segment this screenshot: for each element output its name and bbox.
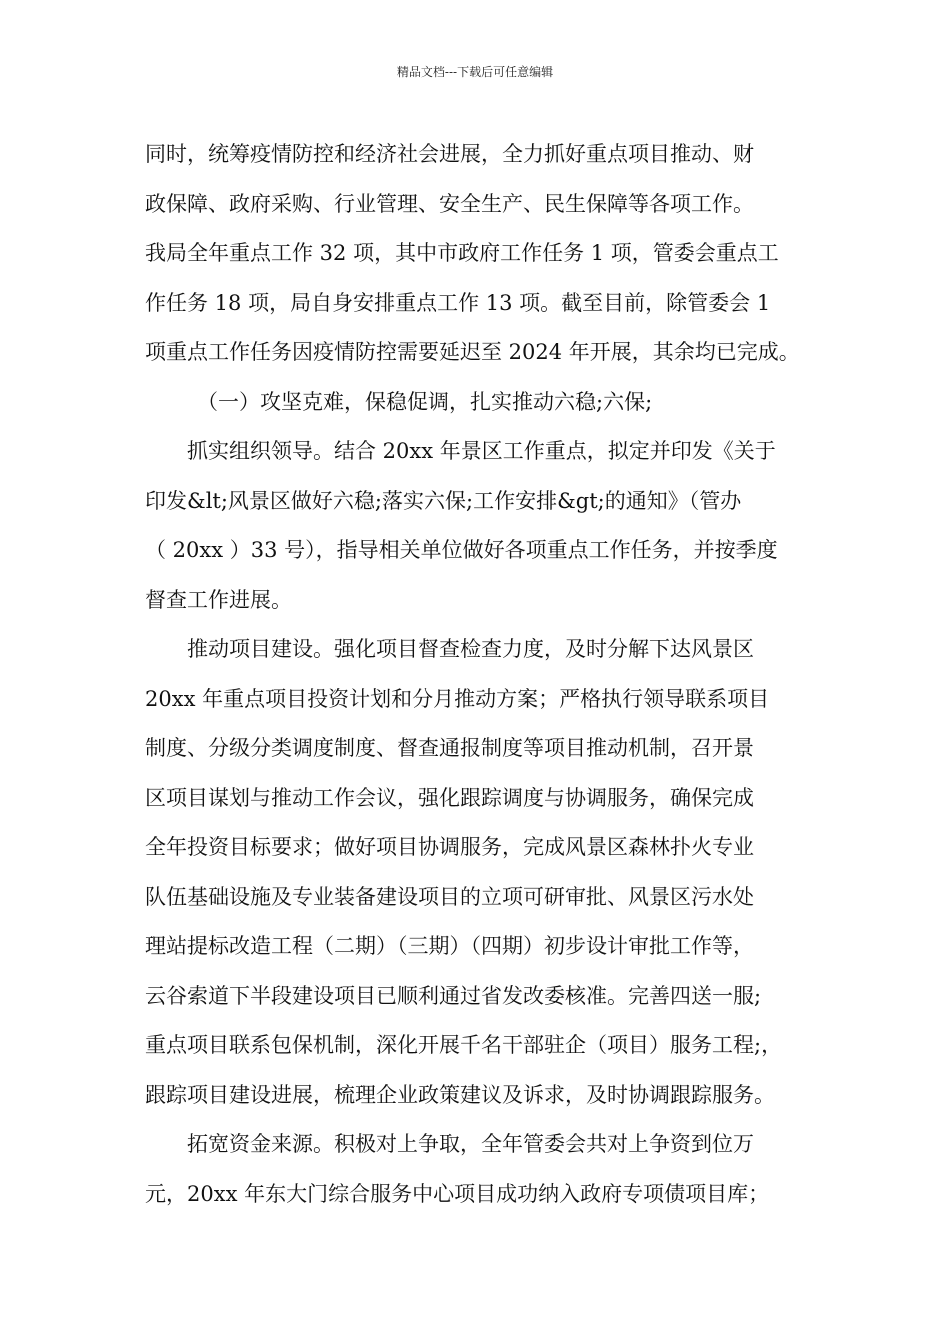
text-line: 项重点工作任务因疫情防控需要延迟至 2024 年开展，其余均已完成。 [145, 340, 800, 364]
page-header: 精品文档---下载后可任意编辑 [396, 65, 554, 79]
text-line: 督查工作进展。 [145, 587, 292, 612]
text-line: 元，20xx 年东大门综合服务中心项目成功纳入政府专项债项目库； [145, 1181, 770, 1206]
text-line: （ 20xx ）33 号），指导相关单位做好各项重点工作任务，并按季度 [145, 538, 778, 562]
paragraph-start: 抓实组织领导。结合 20xx 年景区工作重点，拟定并印发《关于 [187, 439, 776, 463]
text-line: 印发&lt;风景区做好六稳;落实六保;工作安排&gt;的通知》（管办 [145, 488, 742, 513]
text-line: 同时，统筹疫情防控和经济社会进展，全力抓好重点项目推动、财 [145, 142, 754, 166]
text-line: 云谷索道下半段建设项目已顺利通过省发改委核准。完善四送一服; [145, 983, 762, 1008]
text-line: 队伍基础设施及专业装备建设项目的立项可研审批、风景区污水处 [145, 884, 754, 909]
paragraph-start: 拓宽资金来源。积极对上争取，全年管委会共对上争资到位万 [187, 1132, 754, 1156]
text-line: 理站提标改造工程（二期）（三期）（四期）初步设计审批工作等， [145, 934, 754, 958]
paragraph-start: 推动项目建设。强化项目督查检查力度，及时分解下达风景区 [187, 637, 754, 661]
document-body [145, 130, 810, 1219]
text-line: 我局全年重点工作 32 项，其中市政府工作任务 1 项，管委会重点工 [145, 241, 779, 265]
text-line: 制度、分级分类调度制度、督查通报制度等项目推动机制，召开景 [145, 736, 754, 760]
text-line: 作任务 18 项，局自身安排重点工作 13 项。截至目前，除管委会 1 [145, 290, 771, 315]
text-line: 政保障、政府采购、行业管理、安全生产、民生保障等各项工作。 [145, 191, 754, 216]
text-line: 重点项目联系包保机制，深化开展千名干部驻企（项目）服务工程;， [145, 1033, 783, 1057]
section-heading: （一）攻坚克难，保稳促调，扎实推动六稳;六保; [197, 389, 653, 414]
text-line: 20xx 年重点项目投资计划和分月推动方案；严格执行领导联系项目 [145, 686, 770, 711]
text-line: 跟踪项目建设进展，梳理企业政策建议及诉求，及时协调跟踪服务。 [145, 1082, 775, 1107]
text-line: 全年投资目标要求；做好项目协调服务，完成风景区森林扑火专业 [145, 835, 754, 859]
text-line: 区项目谋划与推动工作会议，强化跟踪调度与协调服务，确保完成 [145, 785, 754, 810]
